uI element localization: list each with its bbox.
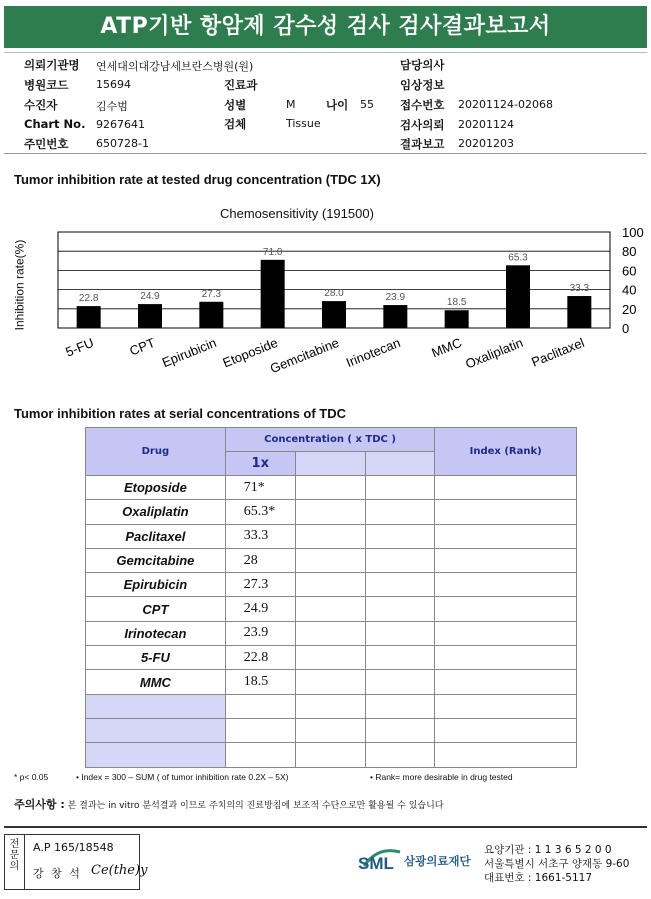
- y-tick-label: 0: [622, 321, 630, 336]
- empty-cell: [295, 694, 365, 718]
- x-tick-label: Epirubicin: [159, 334, 219, 371]
- drug-cell: [86, 718, 226, 742]
- drug-cell: CPT: [86, 597, 226, 621]
- empty-cell: [295, 500, 365, 524]
- data-label: 27.3: [201, 288, 222, 300]
- drug-cell: [86, 743, 226, 767]
- logo-text: SML: [358, 854, 394, 873]
- empty-cell: [365, 573, 435, 597]
- value-cell: 24.9: [225, 597, 295, 621]
- value-cell: [225, 694, 295, 718]
- y-tick-label: 100: [622, 225, 644, 240]
- id-label: 주민번호: [24, 137, 69, 151]
- index-cell: [435, 670, 577, 694]
- table-row: [86, 597, 577, 621]
- recipient-label: 수진자: [24, 98, 58, 112]
- table-row: [86, 646, 577, 670]
- license-number: A.P 165/18548: [33, 841, 114, 854]
- index-cell: [435, 548, 577, 572]
- caution: [14, 796, 444, 812]
- x-tick-label: MMC: [429, 334, 464, 361]
- empty-cell: [365, 694, 435, 718]
- value-cell: 33.3: [225, 524, 295, 548]
- index-cell: [435, 597, 577, 621]
- empty-cell: [365, 476, 435, 500]
- sex-value: M: [286, 98, 296, 111]
- footnote-rank: • Rank= more desirable in drug tested: [370, 772, 513, 782]
- x-tick-label: Irinotecan: [343, 334, 403, 371]
- table-row: [86, 621, 577, 645]
- y-tick-label: 80: [622, 244, 637, 260]
- value-cell: 28: [225, 548, 295, 572]
- drug-cell: MMC: [86, 670, 226, 694]
- bar-epirubicin: [199, 302, 223, 328]
- y-tick-label: 40: [622, 282, 637, 298]
- drug-cell: [86, 694, 226, 718]
- drug-cell: Etoposide: [86, 476, 226, 500]
- empty-cell: [365, 646, 435, 670]
- concentration-table: [85, 427, 577, 768]
- table-row: [86, 500, 577, 524]
- patient-info: [4, 52, 647, 154]
- specimen-label: 검체: [224, 117, 247, 131]
- data-label: 22.8: [78, 293, 99, 305]
- empty-cell: [295, 548, 365, 572]
- bar-gemcitabine: [322, 301, 346, 328]
- report-title: ATP기반 항암제 감수성 검사 검사결과보고서: [4, 6, 647, 48]
- id-value: 650728-1: [96, 137, 149, 150]
- conc-header: Concentration ( x TDC ): [225, 428, 435, 452]
- empty-cell: [295, 621, 365, 645]
- drug-cell: Irinotecan: [86, 621, 226, 645]
- caution-text: 본 결과는 in vitro 분석결과 이므로 주치의의 진료방침에 보조적 수단으로만 활용될 수 있습니다: [67, 801, 444, 811]
- drug-cell: Epirubicin: [86, 573, 226, 597]
- drug-header: Drug: [86, 428, 226, 476]
- chart-ylabel: Inhibition rate(%): [12, 239, 27, 331]
- bar-oxaliplatin: [506, 265, 530, 328]
- age-value: 55: [360, 98, 374, 111]
- request-value: 20201124: [458, 118, 514, 131]
- bar-5-fu: [77, 306, 101, 328]
- value-cell: [225, 743, 295, 767]
- org-address: [484, 843, 629, 885]
- section2-title: Tumor inhibition rates at serial concentrations of TDC: [14, 406, 347, 421]
- specimen-value: Tissue: [286, 117, 321, 130]
- data-label: 23.9: [385, 292, 406, 304]
- x-tick-label: CPT: [127, 334, 158, 359]
- index-cell: [435, 524, 577, 548]
- recipient-value: 김수범: [96, 100, 128, 113]
- table-row: [86, 476, 577, 500]
- chart-no-value: 9267641: [96, 118, 145, 131]
- empty-cell: [365, 597, 435, 621]
- bar-mmc: [445, 310, 469, 328]
- table-row: [86, 670, 577, 694]
- data-label: 33.3: [569, 283, 590, 295]
- receipt-label: 접수번호: [400, 98, 445, 112]
- empty-cell: [295, 573, 365, 597]
- empty-cell: [295, 743, 365, 767]
- sex-label: 성별: [224, 98, 247, 112]
- footer-divider: [4, 826, 647, 828]
- institution-code: 요양기관 : 1 1 3 6 5 2 0 0: [484, 844, 612, 856]
- index-header: Index (Rank): [435, 428, 577, 476]
- empty-cell: [365, 548, 435, 572]
- x-tick-label: 5-FU: [63, 334, 96, 360]
- org-name: 삼광의료재단: [404, 854, 471, 868]
- value-cell: 18.5: [225, 670, 295, 694]
- section1-title: Tumor inhibition rate at tested drug concentration (TDC 1X): [14, 172, 381, 187]
- empty-cell: [365, 524, 435, 548]
- bar-irinotecan: [383, 305, 407, 328]
- index-cell: [435, 694, 577, 718]
- sml-logo-mark: [358, 842, 404, 880]
- data-label: 71.0: [262, 246, 283, 258]
- empty-cell: [365, 743, 435, 767]
- chart-title: Chemosensitivity (191500): [220, 206, 374, 221]
- empty-cell: [295, 524, 365, 548]
- table-row: [86, 524, 577, 548]
- empty-cell: [295, 718, 365, 742]
- index-cell: [435, 718, 577, 742]
- index-cell: [435, 476, 577, 500]
- value-cell: 23.9: [225, 621, 295, 645]
- footnote-p: * p< 0.05: [14, 772, 49, 782]
- conc-1x-header: 1x: [225, 452, 295, 476]
- empty-cell: [365, 718, 435, 742]
- address-line: 서울특별시 서초구 양재동 9-60: [484, 858, 630, 870]
- empty-cell: [365, 500, 435, 524]
- drug-cell: Paclitaxel: [86, 524, 226, 548]
- hospital-label: 의뢰기관명: [24, 58, 80, 72]
- bar-chart: [0, 220, 651, 420]
- dept-label: 진료과: [224, 78, 258, 92]
- empty-cell: [295, 646, 365, 670]
- value-cell: [225, 718, 295, 742]
- hospital-code-value: 15694: [96, 78, 131, 91]
- bar-etoposide: [261, 260, 285, 328]
- index-cell: [435, 500, 577, 524]
- chart-no-label: Chart No.: [24, 117, 86, 131]
- value-cell: 27.3: [225, 573, 295, 597]
- empty-cell: [295, 597, 365, 621]
- table-row: [86, 694, 577, 718]
- footnote-index: • Index = 300 – SUM ( of tumor inhibition rate 0.2X – 5X): [76, 772, 289, 782]
- handwritten-signature: Ce(the)y: [91, 863, 148, 878]
- signer-name: 강 창 석: [33, 867, 82, 880]
- phone-line: 대표번호 : 1661-5117: [484, 872, 593, 884]
- data-label: 28.0: [324, 288, 344, 300]
- y-tick-label: 60: [622, 263, 637, 279]
- request-label: 검사의뢰: [400, 118, 445, 132]
- x-tick-label: Etoposide: [220, 334, 280, 371]
- index-cell: [435, 573, 577, 597]
- data-label: 18.5: [446, 297, 467, 309]
- report-value: 20201203: [458, 137, 514, 150]
- sml-logo: [358, 842, 404, 884]
- hospital-value: 연세대의대강남세브란스병원(원): [96, 60, 254, 73]
- index-cell: [435, 646, 577, 670]
- table-row: [86, 718, 577, 742]
- conc-empty-header: [295, 452, 365, 476]
- table-row: [86, 743, 577, 767]
- signature-side-label: 전문의: [5, 835, 25, 889]
- drug-cell: Gemcitabine: [86, 548, 226, 572]
- value-cell: 22.8: [225, 646, 295, 670]
- report-label: 결과보고: [400, 137, 445, 151]
- value-cell: 71*: [225, 476, 295, 500]
- doctor-label: 담당의사: [400, 58, 445, 72]
- index-cell: [435, 621, 577, 645]
- conc-empty-header: [365, 452, 435, 476]
- bar-paclitaxel: [567, 296, 591, 328]
- x-tick-label: Oxaliplatin: [463, 334, 526, 372]
- drug-cell: Oxaliplatin: [86, 500, 226, 524]
- empty-cell: [295, 670, 365, 694]
- empty-cell: [295, 476, 365, 500]
- hospital-code-label: 병원코드: [24, 78, 69, 92]
- drug-cell: 5-FU: [86, 646, 226, 670]
- clinical-label: 임상정보: [400, 78, 445, 92]
- table-row: [86, 573, 577, 597]
- empty-cell: [365, 621, 435, 645]
- receipt-value: 20201124-02068: [458, 98, 553, 111]
- table-row: [86, 548, 577, 572]
- index-cell: [435, 743, 577, 767]
- age-label: 나이: [326, 98, 349, 112]
- empty-cell: [365, 670, 435, 694]
- x-tick-label: Paclitaxel: [529, 334, 587, 370]
- caution-label: 주의사항 :: [14, 798, 65, 811]
- value-cell: 65.3*: [225, 500, 295, 524]
- data-label: 65.3: [508, 252, 528, 264]
- signature-box: [4, 834, 148, 890]
- data-label: 24.9: [140, 291, 160, 303]
- y-tick-label: 20: [622, 301, 637, 317]
- bar-cpt: [138, 304, 162, 328]
- x-tick-label: Gemcitabine: [267, 334, 342, 377]
